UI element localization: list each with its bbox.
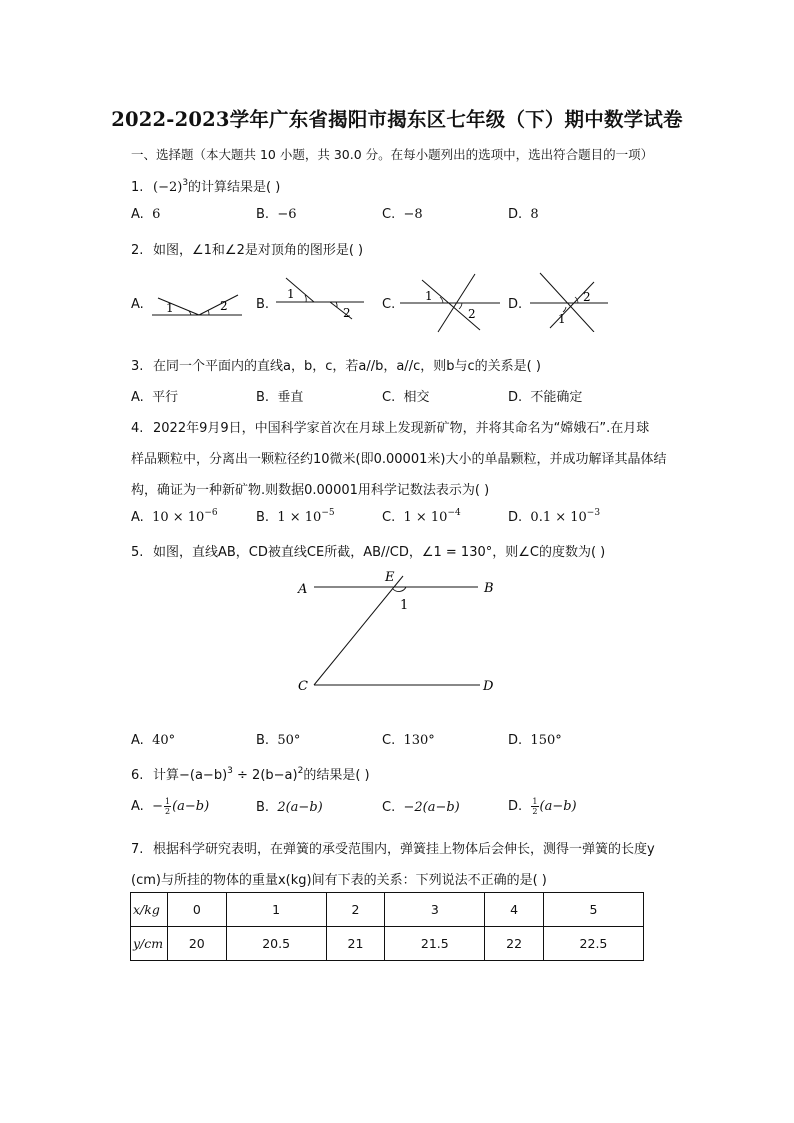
q5-option-d: D. 150°	[508, 733, 562, 748]
q5-figure	[292, 566, 504, 698]
q3-option-a: A. 平行	[131, 390, 179, 405]
q4-option-a: A. $10 \times 10^{-6}$	[131, 508, 218, 525]
table-row	[131, 927, 644, 961]
question-7-line-1	[131, 838, 655, 857]
table-cell: 5	[543, 893, 643, 927]
table-cell: 22	[485, 927, 544, 961]
q6-stem-text: 的结果是( )	[303, 768, 370, 783]
question-6-stem	[131, 764, 370, 783]
point-label-c: C	[298, 679, 308, 694]
question-1-stem	[131, 176, 280, 195]
q4-text: 2022年9月9日，中国科学家首次在月球上发现新矿物，并将其命名为“嫦娥石”.在月球	[153, 421, 650, 436]
q3-option-c: C. 相交	[382, 390, 430, 405]
table-cell: 4	[485, 893, 544, 927]
angle-label-2: 2	[343, 306, 351, 320]
table-row	[131, 893, 644, 927]
question-5-stem	[131, 541, 605, 560]
angle-label-1: 1	[287, 287, 295, 301]
q6-option-d: D. $\frac{1}{2}$ (a−b)	[508, 797, 577, 816]
q2-figure-c	[398, 272, 502, 334]
q1-option-a: A. 6	[131, 207, 161, 222]
q1-stem-text: 的计算结果是( )	[188, 180, 281, 195]
q6-expression-part: 计算−(a−b)	[153, 768, 228, 783]
table-cell: 2	[326, 893, 385, 927]
question-number: 3.	[131, 359, 144, 374]
fraction: $\frac{1}{2}$	[532, 797, 538, 816]
q4-option-b: B. $1 \times 10^{-5}$	[256, 508, 335, 525]
q6-exponent: 2	[297, 766, 304, 776]
question-number: 7.	[131, 842, 144, 857]
q6-option-a: A. − $\frac{1}{2}$ (a−b)	[131, 797, 210, 816]
q3-stem-text: 在同一个平面内的直线a，b，c，若a//b，a//c，则b与c的关系是( )	[153, 359, 541, 374]
q6-expression-part: ÷ 2(b−a)	[232, 768, 298, 783]
q2-figure-a	[150, 285, 246, 321]
q2-figure-b	[274, 275, 366, 321]
q5-option-c: C. 130°	[382, 733, 435, 748]
q5-option-a: A. 40°	[131, 733, 176, 748]
q2-option-d-label: D.	[508, 297, 523, 312]
table-row-header: x/kg	[131, 893, 168, 927]
q2-option-a-label: A.	[131, 297, 144, 312]
q3-option-d: D. 不能确定	[508, 390, 583, 405]
question-number: 4.	[131, 421, 144, 436]
table-cell: 20	[168, 927, 227, 961]
fraction: $\frac{1}{2}$	[164, 797, 171, 816]
table-cell: 21.5	[385, 927, 485, 961]
question-number: 2.	[131, 243, 144, 258]
q7-data-table	[130, 892, 644, 961]
angle-label-2: 2	[583, 290, 591, 304]
table-cell: 0	[168, 893, 227, 927]
table-cell: 3	[385, 893, 485, 927]
q1-expression: (−2)	[153, 180, 183, 195]
angle-label-1: 1	[166, 301, 174, 315]
question-number: 5.	[131, 545, 144, 560]
question-4-line-3: 构，确证为一种新矿物.则数据0.00001用科学记数法表示为( )	[131, 483, 490, 498]
table-cell: 1	[226, 893, 326, 927]
angle-label-2: 2	[220, 299, 228, 313]
table-cell: 21	[326, 927, 385, 961]
point-label-b: B	[484, 581, 494, 596]
q4-option-d: D. $0.1 \times 10^{-3}$	[508, 508, 601, 525]
table-cell: 22.5	[543, 927, 643, 961]
question-number: 1.	[131, 180, 144, 195]
question-7-line-2: (cm)与所挂的物体的重量x(kg)间有下表的关系：下列说法不正确的是( )	[131, 873, 547, 888]
table-cell: 20.5	[226, 927, 326, 961]
q1-option-d: D. 8	[508, 207, 539, 222]
question-number: 6.	[131, 768, 144, 783]
q6-option-c: C. −2(a−b)	[382, 800, 460, 815]
q5-option-b: B. 50°	[256, 733, 301, 748]
q1-option-c: C. −8	[382, 207, 423, 222]
q1-exponent: 3	[182, 178, 189, 188]
point-label-d: D	[483, 679, 494, 694]
q1-option-b: B. −6	[256, 207, 297, 222]
question-4-line-1	[131, 417, 649, 436]
point-label-e: E	[385, 570, 395, 585]
angle-label-1: 1	[425, 289, 433, 303]
q3-option-b: B. 垂直	[256, 390, 304, 405]
question-4-line-2: 样品颗粒中，分离出一颗粒径约10微米(即0.00001米)大小的单晶颗粒，并成功解译其晶体结	[131, 452, 667, 467]
q6-exponent: 3	[227, 766, 233, 776]
q4-option-c: C. $1 \times 10^{-4}$	[382, 508, 461, 525]
question-2-stem	[131, 239, 363, 258]
q2-option-b-label: B.	[256, 297, 270, 312]
section-heading: 一、选择题（本大题共 10 小题，共 30.0 分。在每小题列出的选项中，选出符合题目的一项）	[131, 147, 654, 162]
table-row-header: y/cm	[131, 927, 168, 961]
point-label-a: A	[298, 582, 308, 597]
q2-figure-d	[528, 270, 610, 332]
angle-label-1: 1	[400, 598, 409, 613]
q2-option-c-label: C.	[382, 297, 396, 312]
q7-text: 根据科学研究表明，在弹簧的承受范围内，弹簧挂上物体后会伸长，测得一弹簧的长度y	[153, 842, 655, 857]
angle-label-1: 1	[558, 312, 566, 326]
angle-label-2: 2	[468, 307, 476, 321]
page-title: 2022-2023学年广东省揭阳市揭东区七年级（下）期中数学试卷	[111, 108, 683, 131]
q5-stem-text: 如图，直线AB，CD被直线CE所截，AB//CD，∠1 = 130°，则∠C的度数为( )	[153, 545, 606, 560]
q6-option-b: B. 2(a−b)	[256, 800, 323, 815]
question-3-stem	[131, 355, 541, 374]
q2-stem-text: 如图，∠1和∠2是对顶角的图形是( )	[153, 243, 364, 258]
